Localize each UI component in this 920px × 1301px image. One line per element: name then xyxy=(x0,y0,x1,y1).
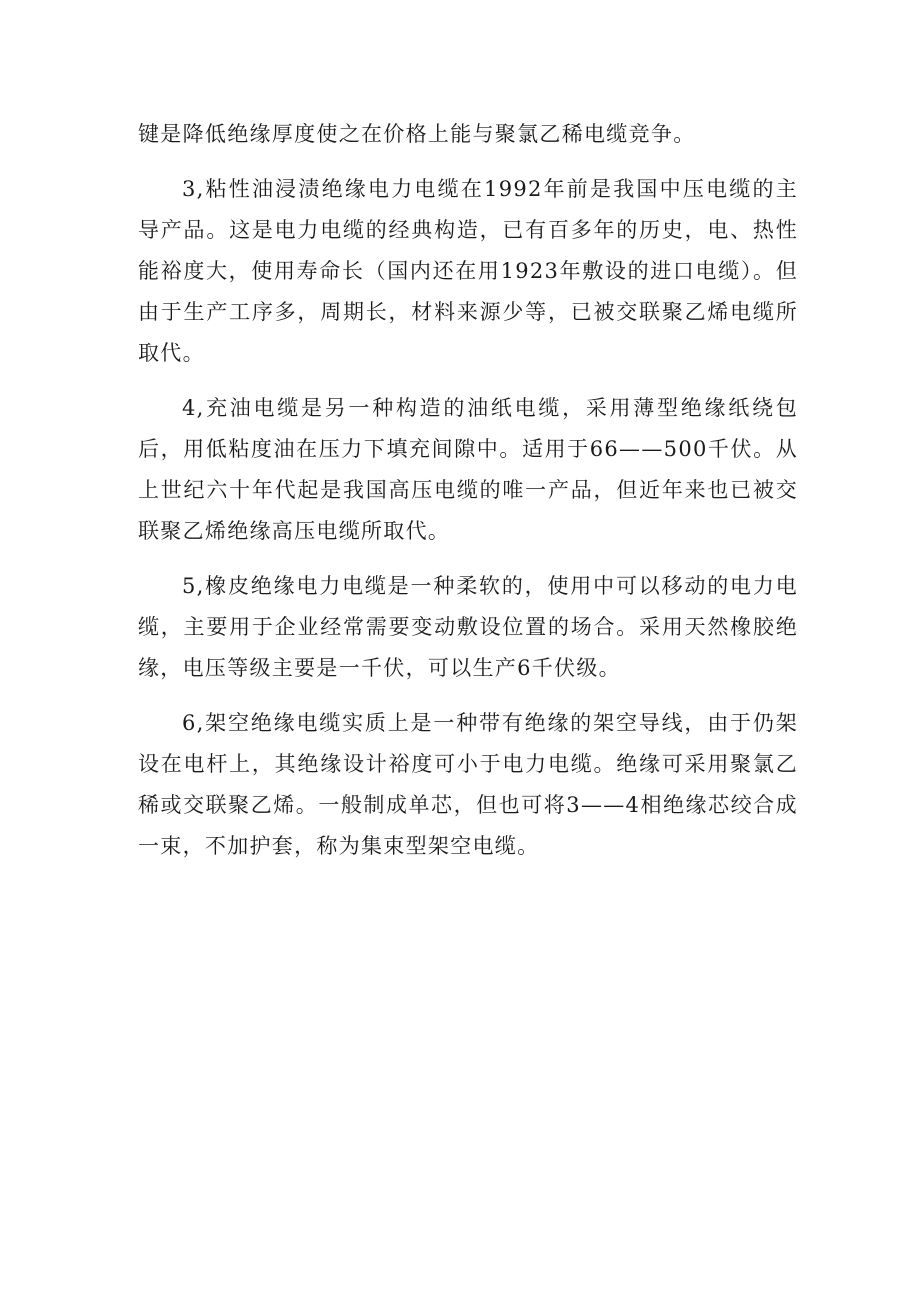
paragraph-item-6: 6,架空绝缘电缆实质上是一种带有绝缘的架空导线，由于仍架设在电杆上，其绝缘设计裕度可小于电力电缆。绝缘可采用聚氯乙稀或交联聚乙烯。一般制成单芯，但也可将3——4相绝缘芯绞合成一束，不加护套，称为集束型架空电缆。 xyxy=(138,711,798,858)
paragraph-item-3: 3,粘性油浸渍绝缘电力电缆在1992年前是我国中压电缆的主导产品。这是电力电缆的经典构造，已有百多年的历史，电、热性能裕度大，使用寿命长（国内还在用1923年敷设的进口电缆）。但由于生产工序多，周期长，材料来源少等，已被交联聚乙烯电缆所取代。 xyxy=(138,177,798,365)
document-body xyxy=(138,114,798,881)
paragraph-item-4: 4,充油电缆是另一种构造的油纸电缆，采用薄型绝缘纸绕包后，用低粘度油在压力下填充间隙中。适用于66——500千伏。从上世纪六十年代起是我国高压电缆的唯一产品，但近年来也已被交联聚乙烯绝缘高压电缆所取代。 xyxy=(138,396,798,543)
paragraph-continuation: 键是降低绝缘厚度使之在价格上能与聚氯乙稀电缆竞争。 xyxy=(138,122,696,146)
paragraph-item-5: 5,橡皮绝缘电力电缆是一种柔软的，使用中可以移动的电力电缆，主要用于企业经常需要变动敷设位置的场合。采用天然橡胶绝缘，电压等级主要是一千伏，可以生产6千伏级。 xyxy=(138,574,798,680)
